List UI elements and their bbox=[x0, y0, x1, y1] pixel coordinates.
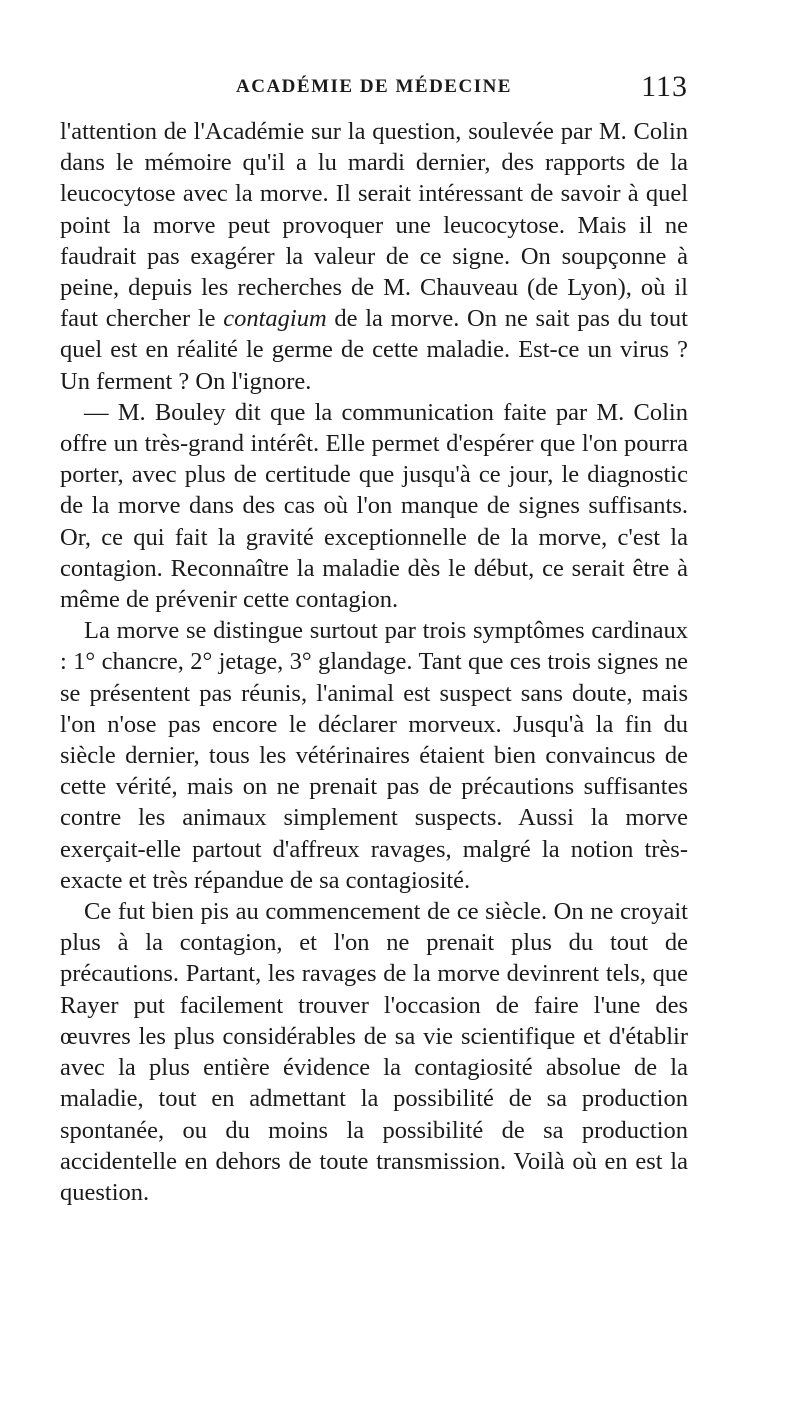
paragraph bbox=[60, 615, 688, 896]
page-header bbox=[60, 70, 688, 110]
paragraph-text: Ce fut bien pis au commencement de ce siècle. On ne croyait plus à la contagion, et l'on ne prenait plus du tout de précautions. Partant, les ravages de la morve devinrent tels, que Rayer put facilement trouver l'occasion de faire l'une des œuvres les plus considérables de sa vie scientifique et d'établir avec la plus entière évidence la contagiosité absolue de la maladie, tout en admettant la possibilité de sa production spontanée, ou du moins la possibilité de sa production accidentelle en dehors de toute transmission. Voilà où en est la question. bbox=[60, 898, 688, 1206]
paragraph-text: La morve se distingue surtout par trois symptômes cardinaux : 1° chancre, 2° jetage, 3° glandage. Tant que ces trois signes ne se présentent pas réunis, l'animal est suspect sans doute, mais l'on n'ose pas encore le déclarer morveux. Jusqu'à la fin du siècle dernier, tous les vétérinaires étaient bien convaincus de cette vérité, mais on ne prenait pas de précautions suffisantes contre les animaux simplement suspects. Aussi la morve exerçait-elle partout d'affreux ravages, malgré la notion très-exacte et très répandue de sa contagiosité. bbox=[60, 617, 688, 894]
running-title: ACADÉMIE DE MÉDECINE bbox=[236, 76, 512, 97]
paragraph-text: — M. Bouley dit que la communication faite par M. Colin offre un très-grand intérêt. Elle permet d'espérer que l'on pourra porter, avec plus de certitude que jusqu'à ce jour, le diagnostic de la morve dans des cas où l'on manque de signes suffisants. Or, ce qui fait la gravité exceptionnelle de la morve, c'est la contagion. Reconnaître la maladie dès le début, ce serait être à même de prévenir cette contagion. bbox=[60, 398, 688, 614]
page-number: 113 bbox=[641, 70, 688, 103]
paragraph-text: l'attention de l'Académie sur la question, soulevée par M. Colin dans le mémoire qu'il a lu mardi dernier, des rapports de la leucocytose avec la morve. Il serait intéressant de savoir à quel point la morve peut provoquer une leucocytose. Mais il ne faudrait pas exagérer la valeur de ce signe. On soupçonne à peine, depuis les recherches de M. Chauveau (de Lyon), où il faut chercher le bbox=[60, 118, 688, 333]
paragraph-text: de la morve. On ne sait pas du tout quel est en réalité le germe de cette maladie. Est-ce un virus ? Un ferment ? On l'ignore. bbox=[60, 305, 688, 395]
paragraph bbox=[60, 397, 688, 615]
paragraph bbox=[60, 116, 688, 397]
italic-term: contagium bbox=[223, 305, 327, 333]
paragraph bbox=[60, 896, 688, 1208]
body-text bbox=[60, 116, 688, 1208]
